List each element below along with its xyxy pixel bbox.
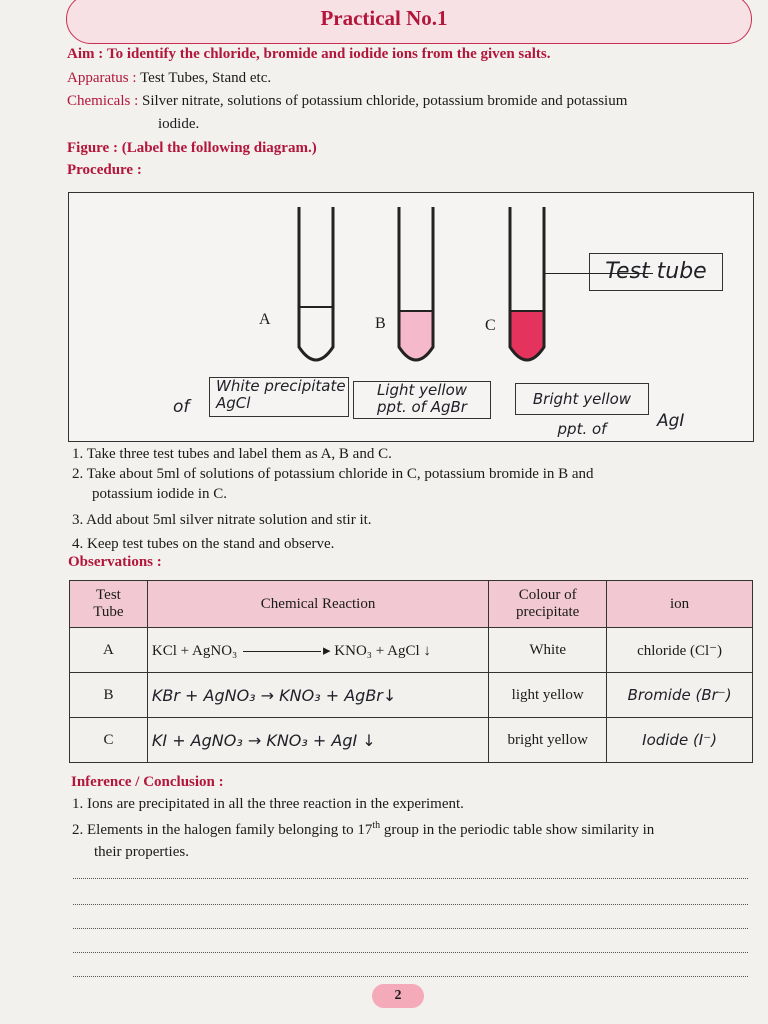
row-b-tube: B (70, 673, 148, 718)
row-c-reaction: KI + AgNO₃ → KNO₃ + AgI ↓ (147, 718, 488, 763)
tube-b-letter: B (375, 315, 386, 332)
header-reaction: Chemical Reaction (147, 581, 488, 628)
reaction-arrow-line (243, 651, 321, 652)
chemicals-text: Silver nitrate, solutions of potassium chloride, potassium bromide and potassium (142, 93, 628, 109)
inference-2-cont: their properties. (94, 844, 189, 860)
header-colour-2: precipitate (516, 604, 580, 620)
row-b-reaction: KBr + AgNO₃ → KNO₃ + AgBr↓ (147, 673, 488, 718)
procedure-label: Procedure : (67, 162, 142, 178)
test-tube-c (509, 207, 545, 367)
row-a-colour: White (489, 628, 607, 673)
label-c-line1-box: Bright yellow ppt. of (532, 390, 632, 438)
page-title: Practical No.1 (320, 6, 448, 30)
inference-2-part-a: 2. Elements in the halogen family belonging to 17 (72, 822, 373, 838)
test-tube-a (298, 207, 334, 367)
tube-c-letter: C (485, 317, 496, 334)
inference-label: Inference / Conclusion : (71, 774, 224, 790)
table-row (70, 673, 753, 718)
answer-line-1 (73, 878, 748, 879)
label-a-line1: White precipitate (216, 377, 346, 395)
header-test: Test (96, 587, 121, 603)
table-header-row (70, 581, 753, 628)
header-colour-1: Colour of (518, 587, 577, 603)
row-a-tube: A (70, 628, 148, 673)
label-box-b (353, 381, 491, 419)
test-tube-b (398, 207, 434, 367)
answer-line-2 (73, 904, 748, 905)
test-tube-b-drawing (398, 207, 434, 367)
observations-label: Observations : (68, 554, 162, 570)
procedure-step-3: 3. Add about 5ml silver nitrate solution and stir it. (72, 512, 372, 528)
row-b-colour: light yellow (489, 673, 607, 718)
test-tube-a-drawing (298, 207, 334, 367)
label-b-line1: Light yellow (376, 381, 468, 399)
header-colour (489, 581, 607, 628)
test-tube-c-drawing (509, 207, 545, 367)
aim-text: To identify the chloride, bromide and iodide ions from the given salts. (107, 46, 551, 62)
aim-label: Aim : (67, 46, 104, 62)
observations-table (69, 580, 753, 763)
procedure-step-4: 4. Keep test tubes on the stand and observe. (72, 536, 335, 552)
answer-line-3 (73, 928, 748, 929)
answer-line-4 (73, 952, 748, 953)
test-tube-diagram (68, 192, 754, 442)
label-c-line2: AgI (657, 411, 685, 431)
test-tube-label: Test tube (605, 259, 707, 284)
table-row (70, 628, 753, 673)
page-number: 2 (372, 984, 424, 1008)
row-a-reaction (147, 628, 488, 673)
label-b-line2: ppt. of AgBr (377, 398, 467, 416)
aim-line (67, 46, 551, 63)
row-a-reaction-left: KCl + AgNO₃ (151, 642, 238, 659)
answer-line-5 (73, 976, 748, 977)
table-row (70, 718, 753, 763)
apparatus-text: Test Tubes, Stand etc. (140, 70, 272, 86)
apparatus-label: Apparatus : (67, 70, 137, 86)
row-a-ion: chloride (Cl⁻) (607, 628, 753, 673)
label-box-a (209, 377, 349, 417)
procedure-step-2-cont: potassium iodide in C. (92, 486, 227, 502)
label-a-prefix: of (173, 397, 190, 417)
header-test-tube (70, 581, 148, 628)
figure-label: Figure : (Label the following diagram.) (67, 140, 317, 156)
chemicals-line (67, 93, 627, 110)
test-tube-label-box (589, 253, 723, 291)
procedure-step-1: 1. Take three test tubes and label them as A, B and C. (72, 446, 392, 462)
header-tube: Tube (93, 604, 124, 620)
apparatus-line (67, 70, 271, 87)
inference-2-sup: th (372, 820, 381, 831)
header-ion: ion (607, 581, 753, 628)
label-box-c (515, 383, 649, 438)
inference-2-part-b: group in the periodic table show similarity in (380, 822, 655, 838)
chemicals-label: Chemicals : (67, 93, 139, 109)
row-c-ion: Iodide (I⁻) (607, 718, 753, 763)
row-c-tube: C (70, 718, 148, 763)
reaction-arrow-head: ▸ (323, 642, 331, 659)
row-c-colour: bright yellow (489, 718, 607, 763)
procedure-step-2: 2. Take about 5ml of solutions of potassium chloride in C, potassium bromide in B and (72, 466, 594, 482)
chemicals-text-cont: iodide. (158, 116, 200, 132)
inference-1: 1. Ions are precipitated in all the three reaction in the experiment. (72, 796, 464, 812)
tube-a-letter: A (259, 311, 271, 328)
inference-2 (72, 820, 654, 839)
row-b-ion: Bromide (Br⁻) (607, 673, 753, 718)
row-a-reaction-right: KNO₃ + AgCl ↓ (334, 642, 431, 659)
label-a-line2: AgCl (216, 394, 251, 412)
